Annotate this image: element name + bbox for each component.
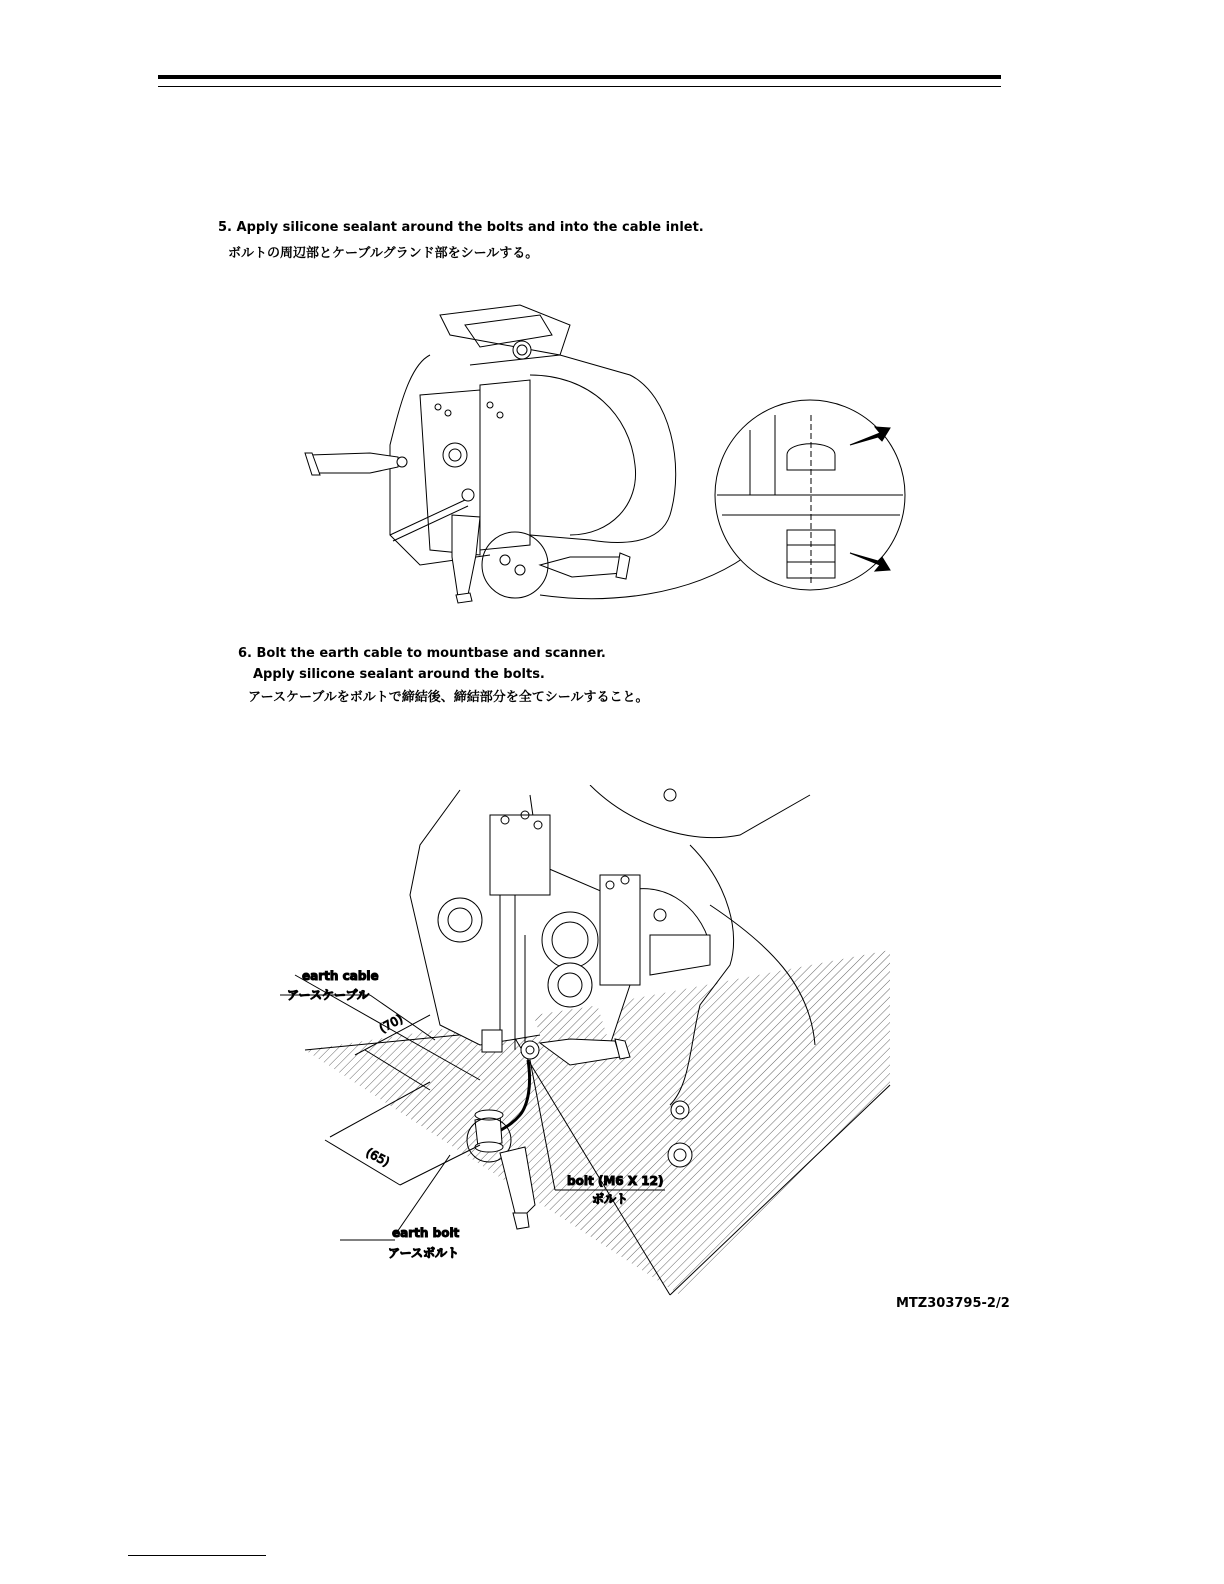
bolt-label-ja: ボルト: [592, 1192, 629, 1206]
earth-bolt-label-en: earth bolt: [392, 1226, 460, 1240]
earth-cable-label-en: earth cable: [302, 969, 379, 983]
header-rule-thin: [158, 86, 1001, 87]
step6-instruction-en-2: Apply silicone sealant around the bolts.: [253, 667, 545, 682]
earth-bolt-label-ja: アースボルト: [388, 1246, 460, 1260]
step5-instruction-ja: ボルトの周辺部とケーブルグランド部をシールする。: [228, 246, 539, 261]
dimension-70: (70): [376, 1011, 406, 1036]
step6-instruction-ja: アースケーブルをボルトで締結後、締結部分を全てシールすること。: [248, 690, 649, 705]
sealant-application-figure: [290, 295, 930, 615]
bolt-label-en: bolt (M6 X 12): [567, 1174, 664, 1188]
earth-cable-label-ja: アースケーブル: [287, 988, 369, 1002]
dimension-65: (65): [363, 1145, 392, 1170]
document-number: MTZ303795-2/2: [896, 1296, 1010, 1311]
earth-cable-figure: [270, 785, 910, 1305]
footer-rule: [128, 1555, 266, 1556]
header-rule-thick: [158, 75, 1001, 79]
step5-instruction-en: 5. Apply silicone sealant around the bolts and into the cable inlet.: [218, 220, 704, 235]
step6-instruction-en-1: 6. Bolt the earth cable to mountbase and scanner.: [238, 646, 606, 661]
